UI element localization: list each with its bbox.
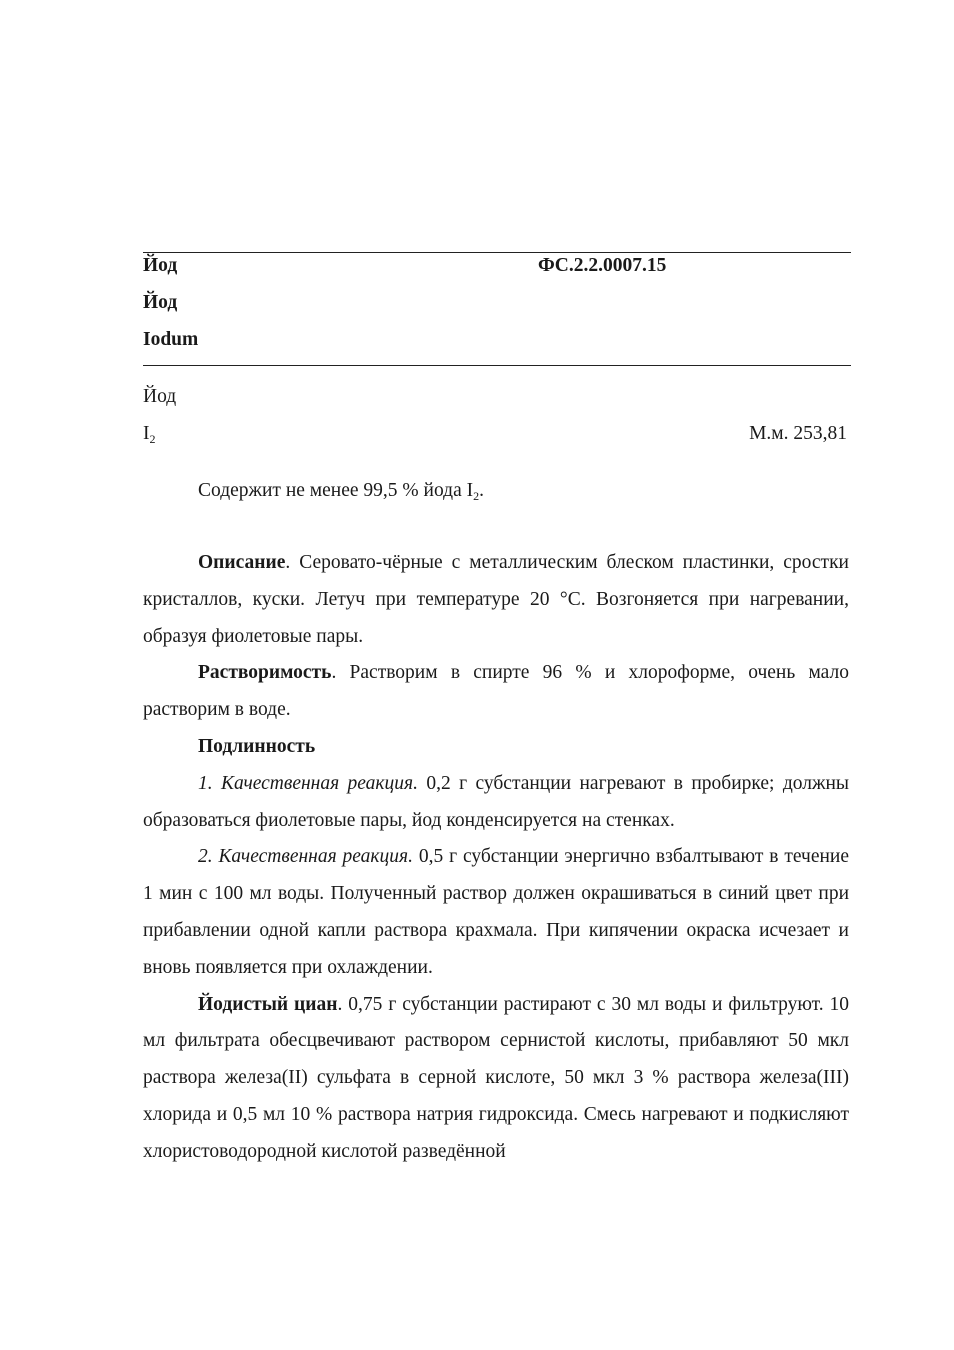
identity-test-2: 2. Качественная реакция. 0,5 г субстанции энергично взбалтывают в течение 1 мин с 100 мл воды. Полученный раствор должен окрашиваться в синий цвет при прибавлении одной капли раствора крахмала. При кипячении окраска исчезает и вновь появляется при охлаждении. — [143, 846, 849, 978]
monograph-title-ru-2: Йод — [143, 292, 178, 313]
solubility-heading: Растворимость — [198, 662, 332, 684]
identity-heading: Подлинность — [198, 735, 316, 757]
monograph-title-latin: Iodum — [143, 329, 199, 350]
monograph-body — [143, 545, 849, 1171]
cyanide-heading: Йодистый циан — [198, 993, 338, 1015]
monograph-title-ru: Йод — [143, 255, 178, 276]
bottom-rule — [143, 365, 851, 366]
molecular-mass: М.м. 253,81 — [749, 423, 847, 444]
monograph-code: ФС.2.2.0007.15 — [538, 255, 667, 276]
description-heading: Описание — [198, 552, 286, 573]
cyanide-paragraph: Йодистый циан. 0,75 г субстанции растирают с 30 мл воды и фильтруют. 10 мл фильтрата обесцвечивают раствором сернистой кислоты, прибавляют 50 мкл раствора железа(II) сульфата в серной кислоте, 50 мкл 3 % раствора железа(III) хлорида и 0,5 мл 10 % раствора натрия гидроксида. Смесь нагревают и подкисляют хлористоводородной кислотой разведённой — [143, 993, 849, 1162]
content-statement: Содержит не менее 99,5 % йода $I_2$. — [198, 480, 484, 503]
test-2-label: 2. Качественная реакция. — [198, 846, 413, 868]
chemical-formula: $I_2$ — [143, 423, 156, 446]
identity-test-1: 1. Качественная реакция. 0,2 г субстанции нагревают в пробирке; должны образоваться фиолетовые пары, йод конденсируется на стенках. — [143, 772, 849, 831]
test-1-label: 1. Качественная реакция. — [198, 772, 418, 794]
top-rule — [143, 252, 851, 253]
description-paragraph: Описание. Серовато-чёрные с металлическим блеском пластинки, сростки кристаллов, куски. Летуч при температуре 20 °C. Возгоняется при нагревании, образуя фиолетовые пары. — [143, 552, 849, 647]
substance-name: Йод — [143, 386, 177, 407]
solubility-paragraph: Растворимость. Растворим в спирте 96 % и хлороформе, очень мало растворим в воде. — [143, 662, 849, 721]
